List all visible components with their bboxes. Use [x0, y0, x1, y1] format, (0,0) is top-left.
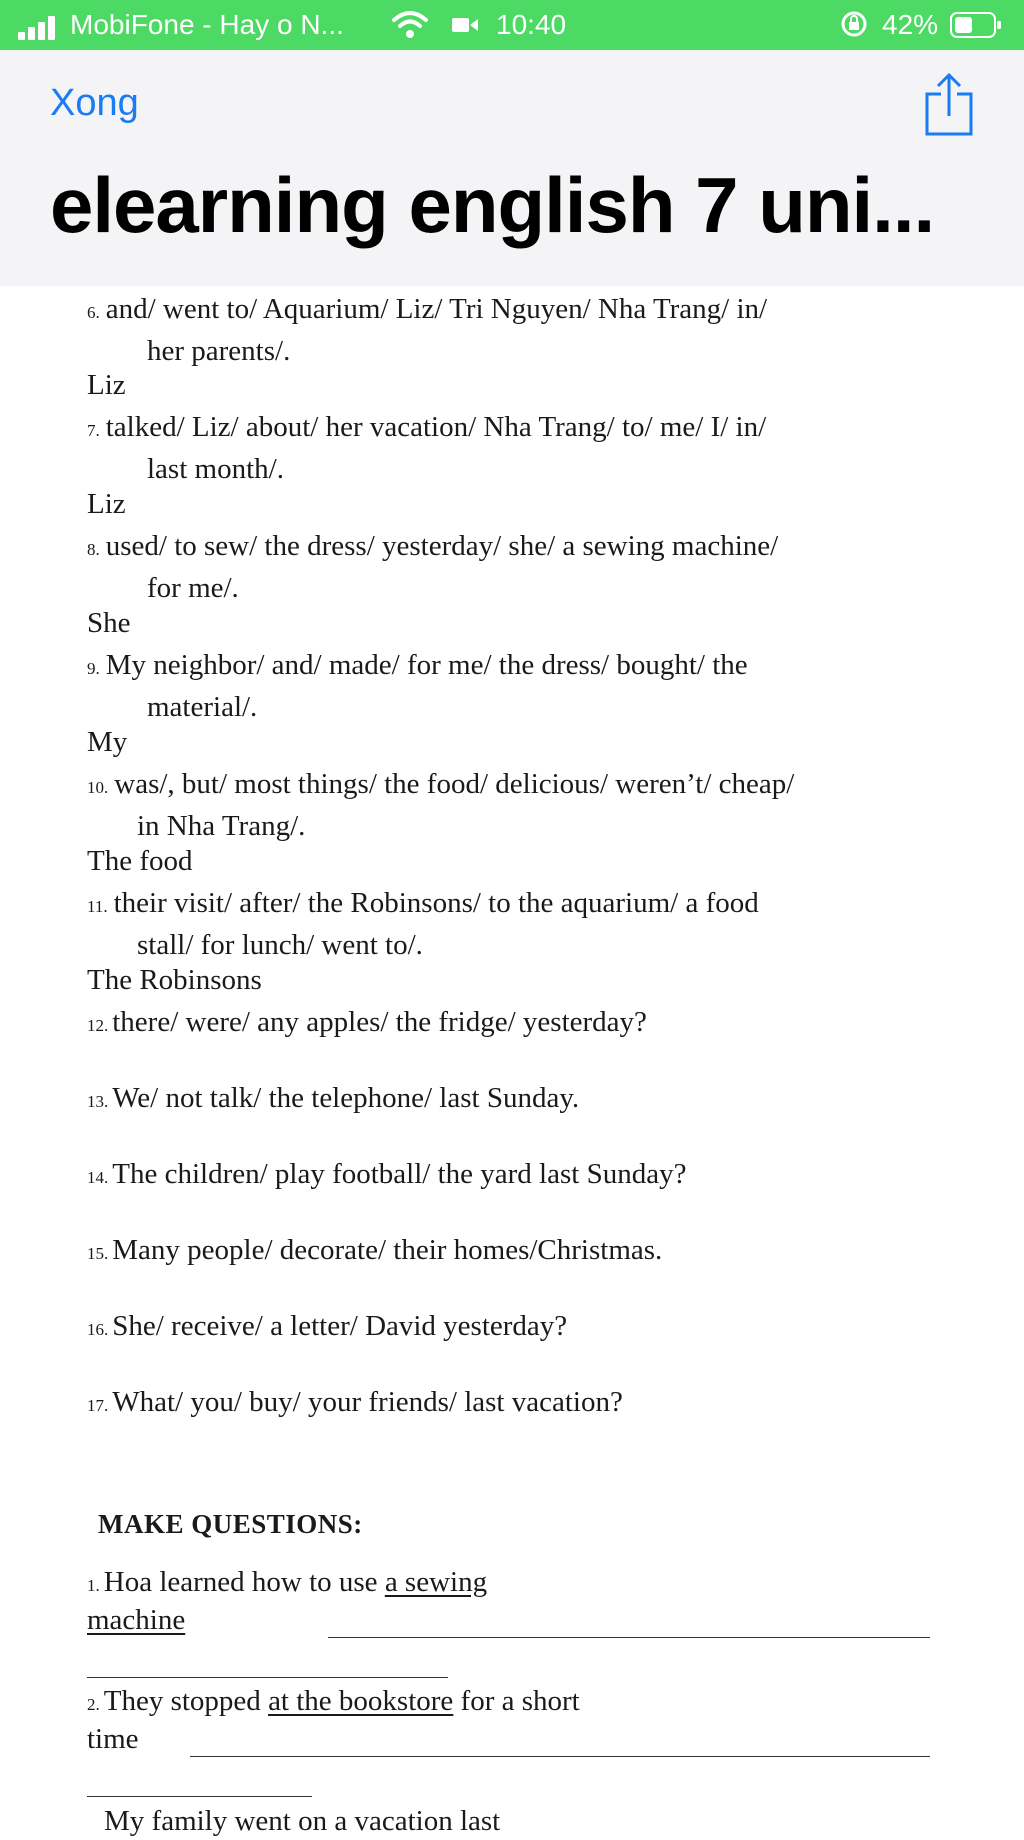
status-bar: [0, 0, 1024, 50]
question-2-continued: time: [87, 1723, 139, 1755]
exercise-item-12: 12. there/ were/ any apples/ the fridge/ yesterday?: [87, 1006, 647, 1038]
exercise-item-17: 17. What/ you/ buy/ your friends/ last vacation?: [87, 1386, 623, 1418]
question-1-continued: machine: [87, 1604, 186, 1636]
share-icon[interactable]: [924, 72, 974, 136]
question-3-partial: My family went on a vacation last: [104, 1805, 501, 1837]
answer-starter-9: My: [87, 726, 128, 758]
document-title: elearning english 7 uni...: [50, 161, 935, 249]
rotation-lock-icon: [840, 10, 868, 38]
exercise-item-13: 13. We/ not talk/ the telephone/ last Sunday.: [87, 1082, 580, 1114]
navigation-bar: [0, 50, 1024, 287]
question-1: 1. Hoa learned how to use a sewing: [87, 1566, 488, 1598]
exercise-item-16: 16. She/ receive/ a letter/ David yesterday?: [87, 1310, 568, 1342]
answer-line: [190, 1756, 930, 1757]
carrier-name: MobiFone - Hay o N...: [70, 9, 344, 40]
done-button[interactable]: Xong: [50, 82, 139, 124]
exercise-item-11: 11. their visit/ after/ the Robinsons/ to the aquarium/ a food stall/ for lunch/ went to/.: [87, 887, 759, 961]
exercise-item-6: 6. and/ went to/ Aquarium/ Liz/ Tri Nguyen/ Nha Trang/ in/ her parents/.: [87, 293, 768, 367]
answer-starter-11: The Robinsons: [87, 964, 262, 996]
answer-starter-10: The food: [87, 845, 193, 877]
exercise-item-15: 15. Many people/ decorate/ their homes/Christmas.: [87, 1234, 663, 1266]
screen-record-icon: [452, 16, 478, 34]
exercise-item-9: 9. My neighbor/ and/ made/ for me/ the dress/ bought/ the material/.: [87, 649, 748, 723]
answer-starter-6: Liz: [87, 369, 126, 401]
battery-icon: [950, 12, 1002, 38]
exercise-item-7: 7. talked/ Liz/ about/ her vacation/ Nha Trang/ to/ me/ I/ in/ last month/.: [87, 411, 767, 485]
question-2: 2. They stopped at the bookstore for a short: [87, 1685, 580, 1717]
document-content: [0, 286, 1024, 1837]
answer-line: [328, 1637, 930, 1638]
battery-percent: 42%: [882, 9, 939, 40]
section-heading: MAKE QUESTIONS:: [98, 1509, 363, 1539]
clock: 10:40: [496, 9, 567, 40]
answer-line: [87, 1677, 448, 1678]
wifi-icon: [392, 10, 428, 40]
exercise-item-10: 10. was/, but/ most things/ the food/ delicious/ weren’t/ cheap/ in Nha Trang/.: [87, 768, 795, 842]
exercise-item-14: 14. The children/ play football/ the yard last Sunday?: [87, 1158, 687, 1190]
answer-starter-7: Liz: [87, 488, 126, 520]
answer-starter-8: She: [87, 607, 131, 639]
answer-line: [87, 1796, 312, 1797]
exercise-item-8: 8. used/ to sew/ the dress/ yesterday/ she/ a sewing machine/ for me/.: [87, 530, 779, 604]
signal-icon: [18, 16, 62, 40]
